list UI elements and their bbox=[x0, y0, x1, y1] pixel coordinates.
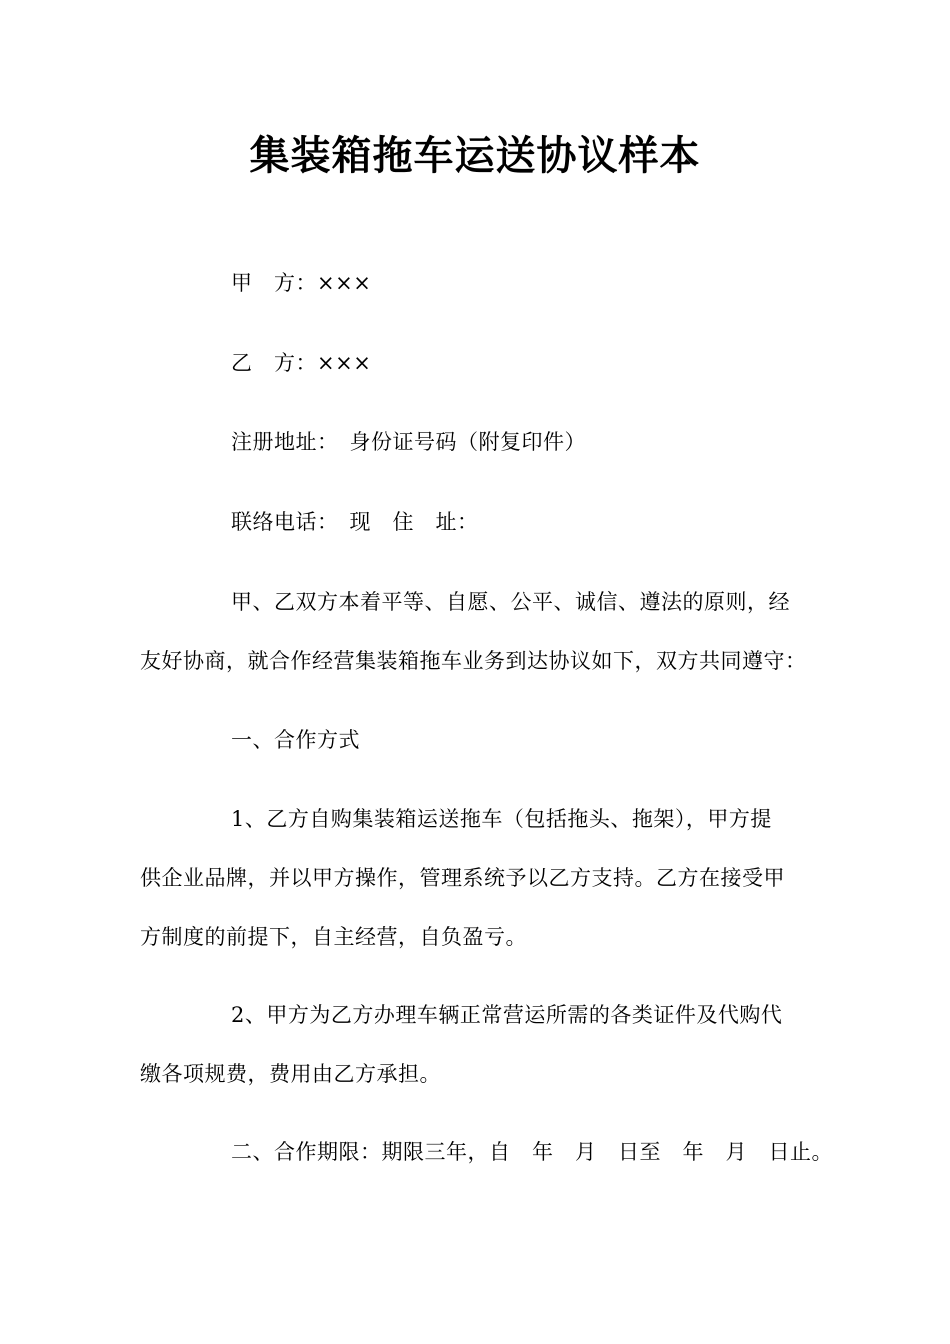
preamble-line-2: 友好协商，就合作经营集装箱拖车业务到达协议如下，双方共同遵守： bbox=[140, 649, 807, 673]
clause-1-line-3: 方制度的前提下，自主经营，自负盈亏。 bbox=[140, 925, 527, 949]
section-heading-term: 二、合作期限：期限三年，自 年 月 日至 年 月 日止。 bbox=[231, 1140, 833, 1164]
section-heading-cooperation: 一、合作方式 bbox=[231, 728, 360, 752]
clause-1-line-2: 供企业品牌，并以甲方操作，管理系统予以乙方支持。乙方在接受甲 bbox=[140, 866, 785, 890]
contact-phone-line: 联络电话： 现 住 址： bbox=[231, 510, 479, 534]
registered-address-line: 注册地址： 身份证号码（附复印件） bbox=[231, 430, 586, 454]
clause-2-line-1: 2、甲方为乙方办理车辆正常营运所需的各类证件及代购代 bbox=[231, 1003, 783, 1027]
preamble-line-1: 甲、乙双方本着平等、自愿、公平、诚信、遵法的原则，经 bbox=[231, 590, 790, 614]
clause-1-line-1: 1、乙方自购集装箱运送拖车（包括拖头、拖架），甲方提 bbox=[231, 807, 772, 831]
clause-2-line-2: 缴各项规费，费用由乙方承担。 bbox=[140, 1062, 441, 1086]
document-title: 集装箱拖车运送协议样本 bbox=[249, 133, 701, 179]
party-a-line: 甲 方：××× bbox=[231, 271, 372, 295]
party-b-line: 乙 方：××× bbox=[231, 351, 372, 375]
